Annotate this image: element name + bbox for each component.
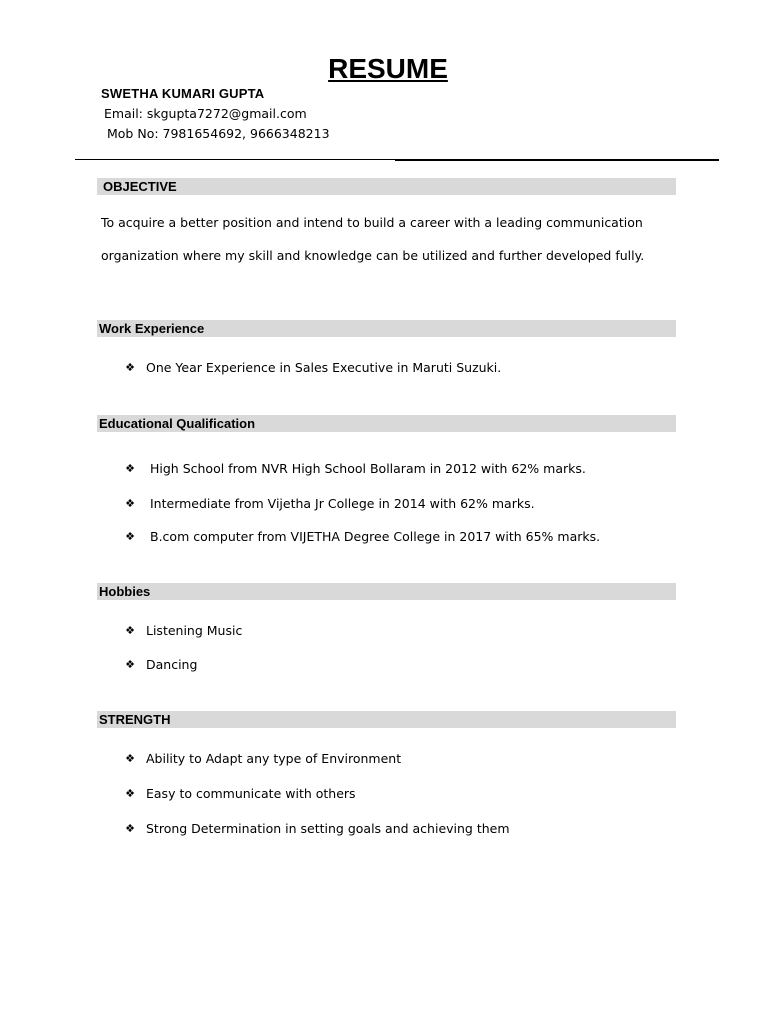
diamond-bullet-icon: ❖ [125,497,135,510]
list-item [123,657,197,673]
objective-heading: OBJECTIVE [103,179,177,194]
strength-item: Strong Determination in setting goals and achieving them [146,821,510,836]
strength-section-bar [97,711,676,728]
list-item [123,529,600,545]
list-item [123,786,356,802]
education-section-bar [97,415,676,432]
list-item [123,821,510,837]
objective-line-2: organization where my skill and knowledge can be utilized and further developed fully. [101,248,645,263]
candidate-name: SWETHA KUMARI GUPTA [101,86,265,101]
list-item [123,496,535,512]
strength-item: Easy to communicate with others [146,786,356,801]
diamond-bullet-icon: ❖ [125,658,135,671]
hobbies-section-bar [97,583,676,600]
list-item [123,360,501,376]
email-text: Email: skgupta7272@gmail.com [104,106,307,121]
diamond-bullet-icon: ❖ [125,787,135,800]
education-item: High School from NVR High School Bollaram in 2012 with 62% marks. [150,461,586,476]
strength-item: Ability to Adapt any type of Environment [146,751,402,766]
strength-heading: STRENGTH [99,712,171,727]
diamond-bullet-icon: ❖ [125,462,135,475]
list-item [123,461,586,477]
work-heading: Work Experience [99,321,205,336]
work-section-bar [97,320,676,337]
work-item: One Year Experience in Sales Executive in Maruti Suzuki. [146,360,502,375]
resume-title: RESUME [328,53,448,84]
objective-line-1: To acquire a better position and intend to build a career with a leading communication [101,215,643,230]
diamond-bullet-icon: ❖ [125,361,135,374]
hobby-item: Dancing [146,657,198,672]
diamond-bullet-icon: ❖ [125,530,135,543]
list-item [123,751,401,767]
education-heading: Educational Qualification [99,416,256,431]
diamond-bullet-icon: ❖ [125,624,135,637]
header-divider-thick [395,159,719,161]
objective-section-bar [97,178,676,195]
education-item: Intermediate from Vijetha Jr College in 2014 with 62% marks. [150,496,535,511]
diamond-bullet-icon: ❖ [125,822,135,835]
hobby-item: Listening Music [146,623,243,638]
hobbies-heading: Hobbies [99,584,151,599]
list-item [123,623,242,639]
education-item: B.com computer from VIJETHA Degree College in 2017 with 65% marks. [150,529,601,544]
diamond-bullet-icon: ❖ [125,752,135,765]
mobile-text: Mob No: 7981654692, 9666348213 [107,126,330,141]
